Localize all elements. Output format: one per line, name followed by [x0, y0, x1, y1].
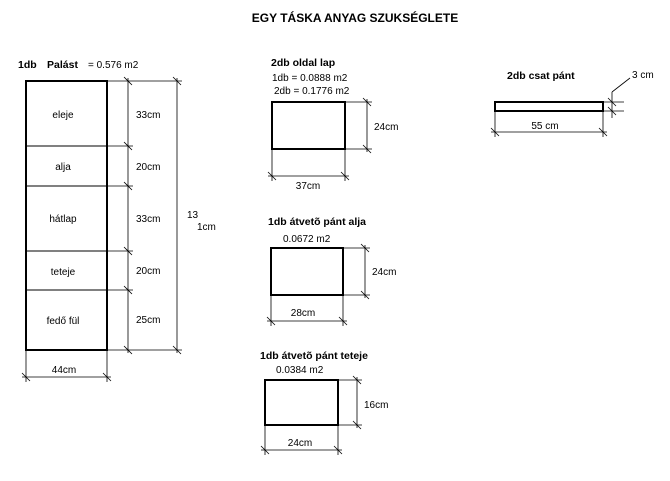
- dim-label-fedo-ful: 25cm: [136, 315, 161, 326]
- leader-line: [612, 78, 630, 92]
- oldal-lap-header: 2db oldal lap: [271, 57, 336, 69]
- dim-label-hatlap: 33cm: [136, 214, 161, 225]
- palast-name: Palást: [47, 59, 78, 71]
- atveto-alja-area: 0.0672 m2: [283, 234, 331, 245]
- dim-label-teteje: 20cm: [136, 266, 161, 277]
- atveto-alja-height-label: 24cm: [372, 267, 397, 278]
- dim-label-eleje: 33cm: [136, 110, 161, 121]
- atveto-teteje-area: 0.0384 m2: [276, 365, 324, 376]
- atveto-alja-rect: [271, 248, 343, 295]
- atveto-teteje-header: 1db átvetõ pánt teteje: [260, 350, 368, 362]
- palast-area: = 0.576 m2: [88, 60, 139, 71]
- dim-label-alja: 20cm: [136, 162, 161, 173]
- atveto-alja-width-label: 28cm: [290, 308, 316, 319]
- oldal-lap-height-label: 24cm: [374, 122, 399, 133]
- atveto-teteje-group: [260, 350, 388, 455]
- palast-width-label: 44cm: [51, 365, 77, 376]
- csat-pant-thickness-label: 3 cm: [632, 70, 654, 81]
- csat-pant-header: 2db csat pánt: [507, 70, 575, 82]
- csat-pant-width-label: 55 cm: [531, 121, 559, 132]
- page-title: EGY TÁSKA ANYAG SZUKSÉGLETE: [251, 11, 459, 25]
- oldal-lap-width-label: 37cm: [295, 181, 321, 192]
- section-label-teteje: teteje: [50, 267, 76, 278]
- atveto-alja-header: 1db átvetõ pánt alja: [268, 216, 367, 228]
- section-label-hatlap: hátlap: [49, 214, 77, 225]
- csat-pant-group: [491, 70, 654, 137]
- atveto-teteje-width-label: 24cm: [287, 438, 313, 449]
- palast-group: [18, 59, 216, 382]
- atveto-teteje-rect: [265, 380, 338, 425]
- total-height-label-a: 13: [187, 210, 199, 221]
- csat-pant-rect: [495, 102, 603, 111]
- atveto-alja-group: [267, 216, 396, 326]
- section-label-alja: alja: [55, 162, 71, 173]
- atveto-teteje-height-label: 16cm: [364, 400, 389, 411]
- section-label-fedo-ful: fedő fül: [46, 316, 80, 327]
- palast-qty: 1db: [18, 59, 37, 71]
- oldal-lap-area-1db: 1db = 0.0888 m2: [272, 73, 348, 84]
- oldal-lap-area-2db: 2db = 0.1776 m2: [274, 86, 350, 97]
- oldal-lap-group: [268, 57, 398, 192]
- section-label-eleje: eleje: [52, 110, 74, 121]
- total-height-label-b: 1cm: [197, 222, 216, 233]
- oldal-lap-rect: [272, 102, 345, 149]
